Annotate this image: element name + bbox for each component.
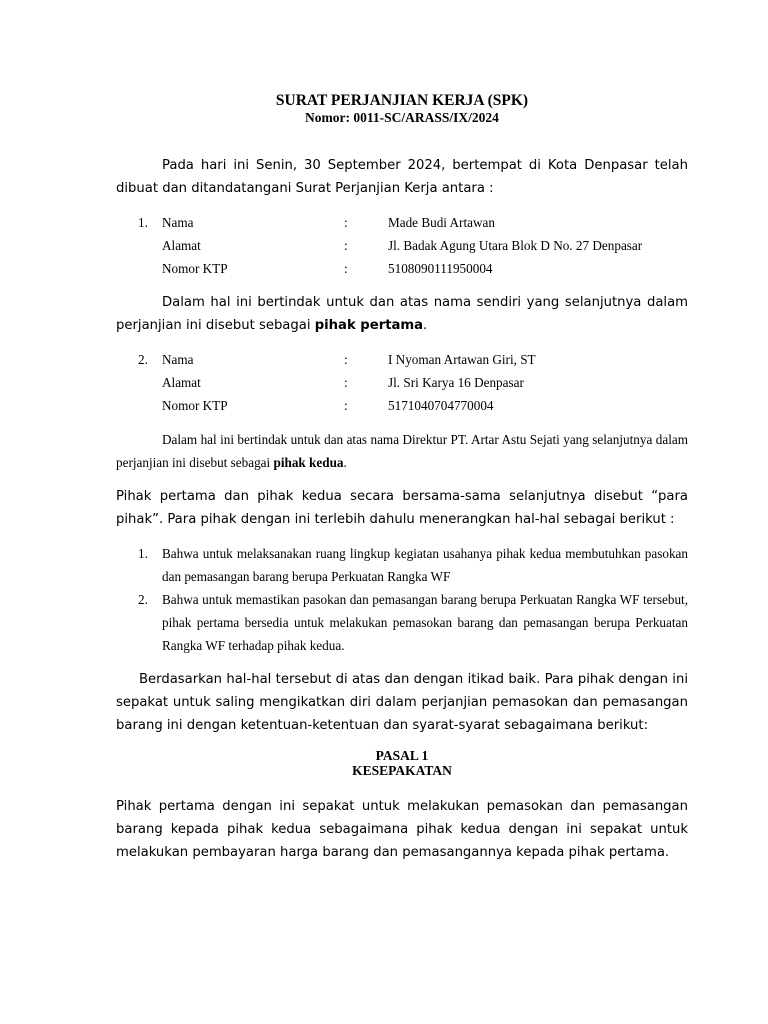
party-two-address-value: Jl. Sri Karya 16 Denpasar: [388, 375, 524, 390]
party-one-name-colon: :: [344, 215, 348, 230]
party-two-role-end: .: [343, 455, 347, 470]
title-block: [116, 92, 688, 125]
party-two-address-colon: :: [344, 375, 348, 390]
party-two-number: 2.: [138, 352, 148, 367]
party-two-row-name: [116, 348, 688, 371]
party-two-name-colon: :: [344, 352, 348, 367]
party-one-number: 1.: [138, 215, 148, 230]
pasal-heading: [116, 748, 688, 778]
list-item-text: Bahwa untuk memastikan pasokan dan pemasangan barang berupa Perkuatan Rangka WF tersebut, pihak pertama bersedia untuk melakukan pemasokan barang dan pemasangan berupa Perkuatan Rangka WF terhadap pihak kedua.: [162, 592, 688, 653]
document-title: SURAT PERJANJIAN KERJA (SPK): [275, 92, 529, 109]
party-two-role-paragraph: [116, 428, 688, 474]
party-one-name-value: Made Budi Artawan: [388, 215, 495, 230]
list-item: [116, 588, 688, 657]
considerations-list: [116, 542, 688, 657]
party-one-role-paragraph: [116, 291, 688, 337]
party-one-address-value: Jl. Badak Agung Utara Blok D No. 27 Denpasar: [388, 238, 643, 253]
party-one-row-ktp: [116, 257, 688, 280]
party-one-ktp-colon: :: [344, 261, 348, 276]
party-two-row-address: [116, 371, 688, 394]
parties-intro-paragraph: Pihak pertama dan pihak kedua secara bersama-sama selanjutnya disebut “para pihak”. Para pihak dengan ini terlebih dahulu menerangkan hal-hal sebagai berikut :: [116, 489, 688, 527]
party-two-ktp-colon: :: [344, 398, 348, 413]
party-two-role-bold: pihak kedua: [273, 455, 344, 470]
document-number: Nomor: 0011-SC/ARASS/IX/2024: [305, 110, 499, 125]
party-one-name-label: Nama: [162, 215, 194, 230]
party-one-ktp-label: Nomor KTP: [162, 261, 228, 276]
opening-paragraph: Pada hari ini Senin, 30 September 2024, bertempat di Kota Denpasar telah dibuat dan ditandatangani Surat Perjanjian Kerja antara :: [116, 158, 688, 196]
pasal-one-paragraph: Pihak pertama dengan ini sepakat untuk melakukan pemasokan dan pemasangan barang kepada pihak kedua sebagaimana pihak kedua dengan ini sepakat untuk melakukan pembayaran harga barang dan pemasangannya kepada pihak pertama.: [116, 799, 688, 860]
document-page: [116, 92, 688, 864]
pasal-title: KESEPAKATAN: [352, 763, 452, 778]
party-two-ktp-label: Nomor KTP: [162, 398, 228, 413]
pasal-number: PASAL 1: [375, 748, 429, 763]
party-two-role-text: Dalam hal ini bertindak untuk dan atas nama Direktur PT. Artar Astu Sejati yang selanjutnya dalam perjanjian ini disebut sebagai: [116, 432, 688, 470]
party-two-details: [116, 348, 688, 417]
party-one-address-colon: :: [344, 238, 348, 253]
agreement-intro-paragraph: Berdasarkan hal-hal tersebut di atas dan dengan itikad baik. Para pihak dengan ini sepakat untuk saling mengikatkan diri dalam perjanjian pemasokan dan pemasangan barang ini dengan ketentuan-ketentuan dan syarat-syarat sebagaimana berikut:: [116, 672, 688, 733]
party-two-name-value: I Nyoman Artawan Giri, ST: [388, 352, 536, 367]
list-item: [116, 542, 688, 588]
party-two-address-label: Alamat: [162, 375, 201, 390]
list-item-number: 1.: [138, 546, 148, 561]
party-two-row-ktp: [116, 394, 688, 417]
list-item-text: Bahwa untuk melaksanakan ruang lingkup kegiatan usahanya pihak kedua membutuhkan pasokan dan pemasangan barang berupa Perkuatan Rangka WF: [162, 546, 688, 584]
party-one-ktp-value: 5108090111950004: [388, 261, 493, 276]
party-one-role-text: Dalam hal ini bertindak untuk dan atas nama sendiri yang selanjutnya dalam perjanjian ini disebut sebagai: [116, 295, 688, 333]
party-two-name-label: Nama: [162, 352, 194, 367]
party-one-details: [116, 211, 688, 280]
list-item-number: 2.: [138, 592, 148, 607]
party-one-address-label: Alamat: [162, 238, 201, 253]
party-one-role-bold: pihak pertama: [314, 318, 424, 333]
party-one-row-name: [116, 211, 688, 234]
party-one-role-end: .: [423, 318, 428, 333]
party-two-ktp-value: 5171040704770004: [388, 398, 494, 413]
party-one-row-address: [116, 234, 688, 257]
